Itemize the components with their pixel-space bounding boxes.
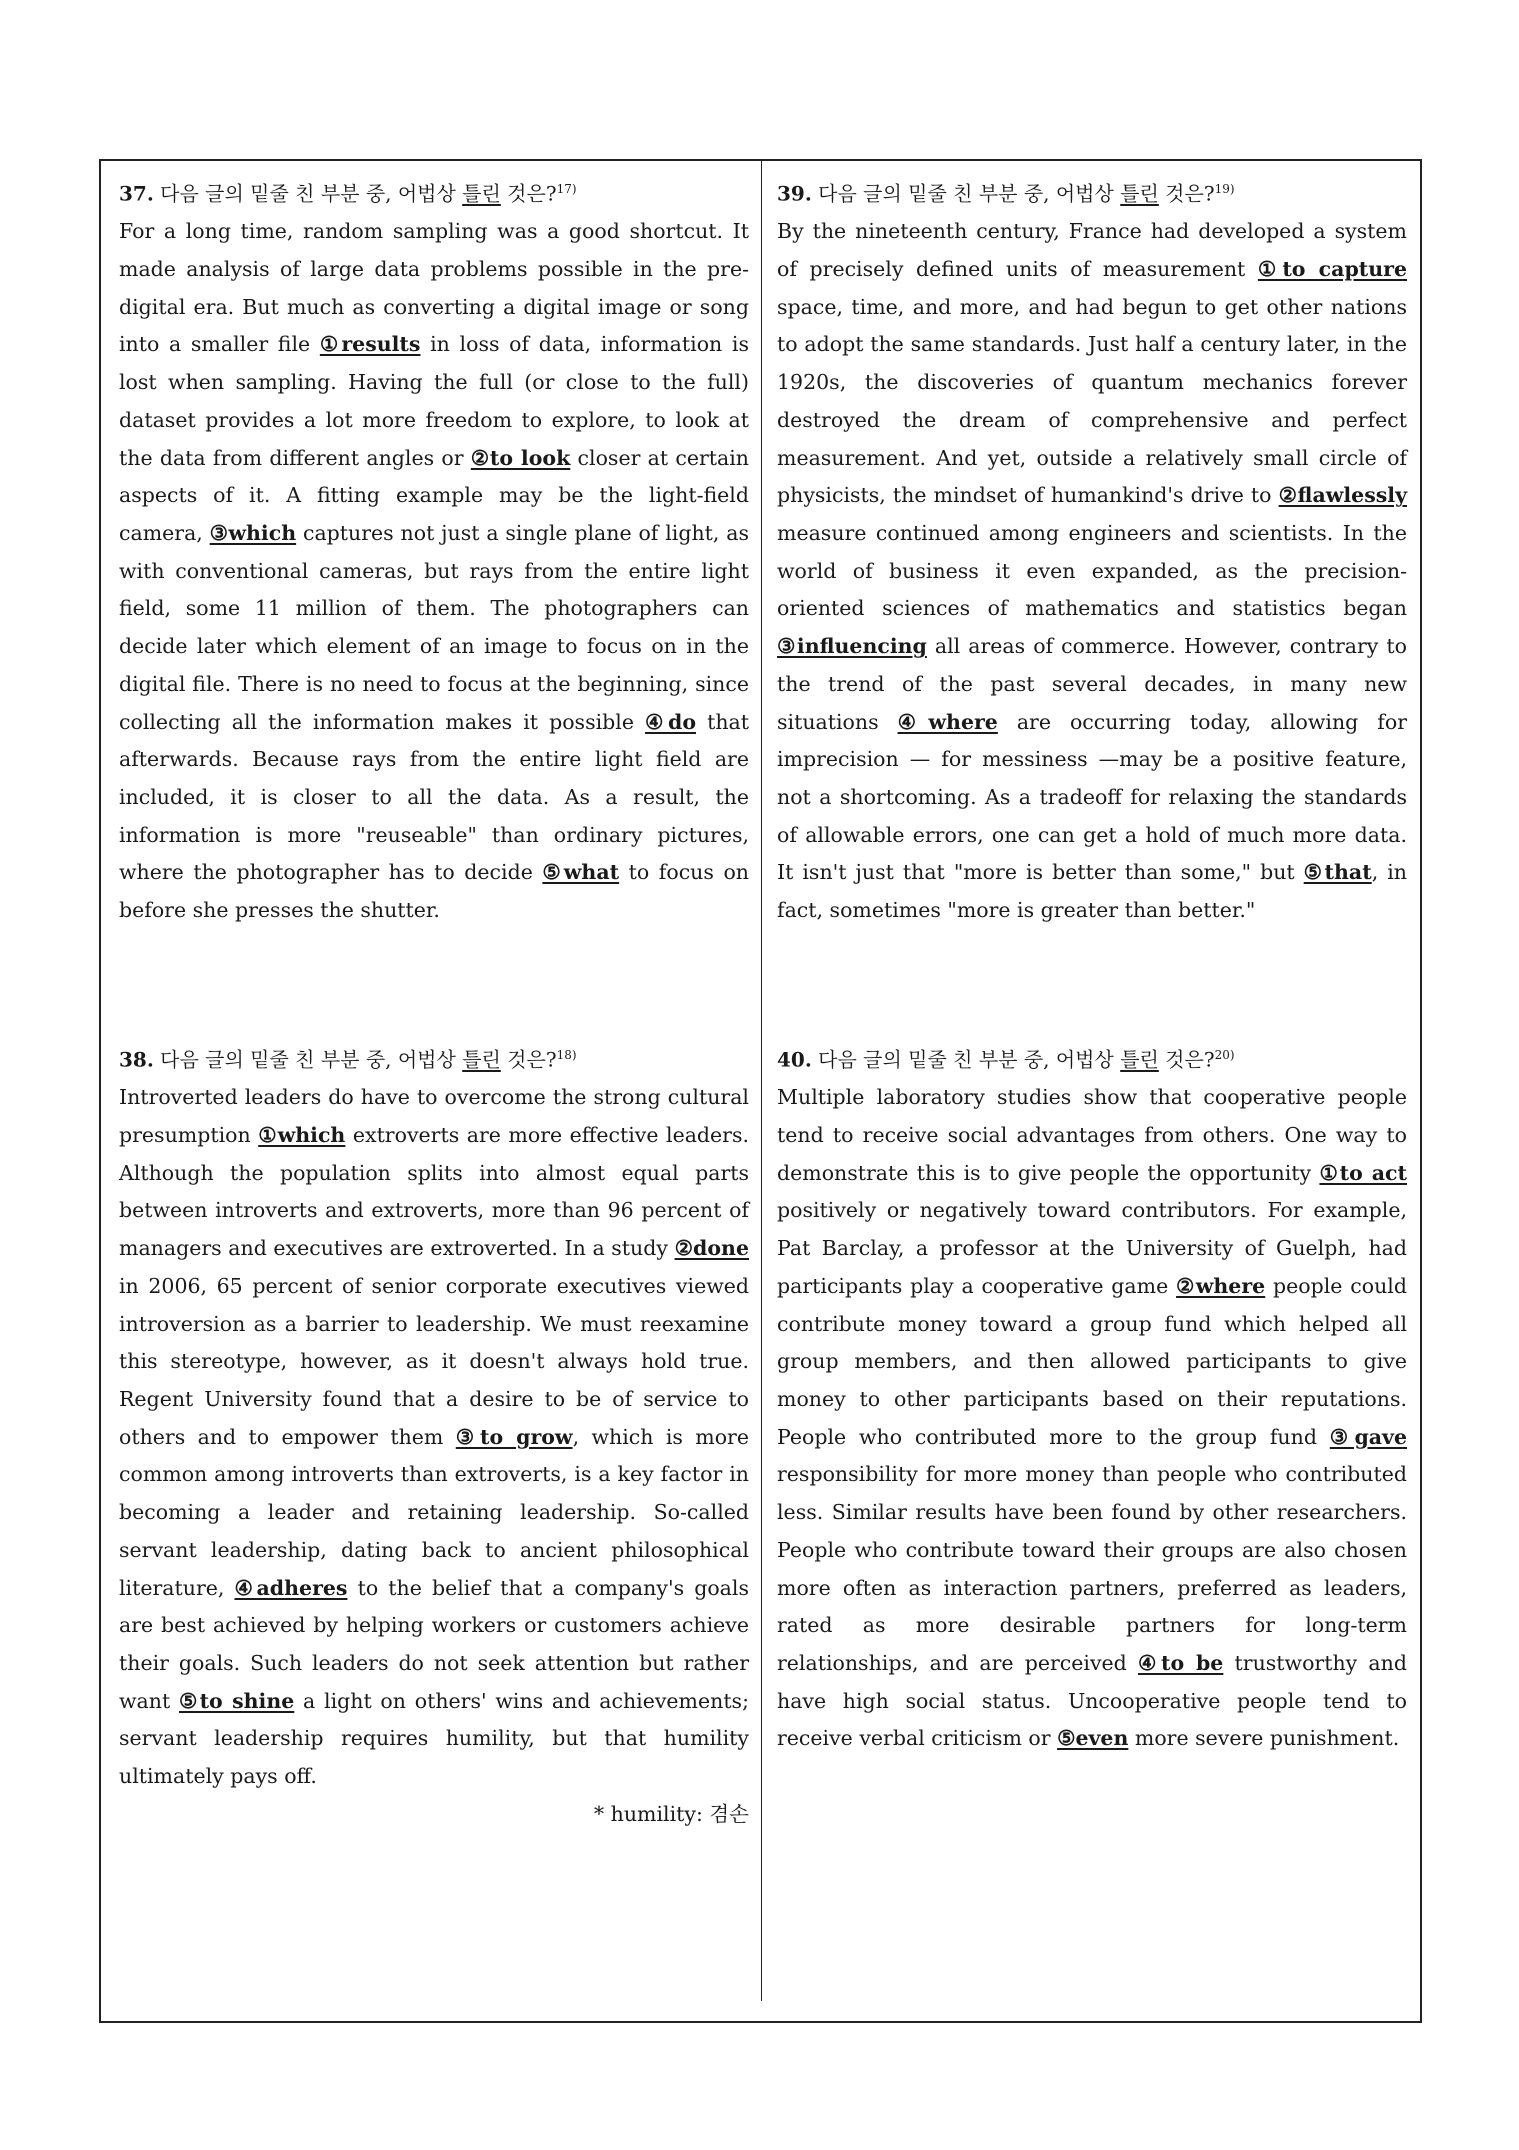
question-prompt-emphasis: 틀린 <box>462 1047 501 1072</box>
underlined-choice: ④where <box>897 709 998 734</box>
passage-segment: positively or negatively toward contributors. For example, Pat Barclay, a professor at the University of Guelph, had participants play a cooperative game <box>777 1198 1407 1298</box>
underlined-choice: ⑤that <box>1303 860 1372 885</box>
passage-text <box>777 1079 1407 1758</box>
question-prompt: 다음 글의 밑줄 친 부분 중, 어법상 <box>160 1047 463 1072</box>
passage-text <box>119 1079 749 1795</box>
underlined-choice: ③to grow <box>455 1424 573 1449</box>
passage-segment: measure continued among engineers and scientists. In the world of business it even expanded, as the precision-oriented sciences of mathematics and statistics began <box>777 520 1407 621</box>
passage-segment: to the belief that a company's goals are best achieved by helping workers or customers achieve their goals. Such leaders do not seek attention but rather want <box>119 1575 749 1713</box>
underlined-choice: ①which <box>258 1123 346 1148</box>
underlined-choice: ②flawlessly <box>1278 483 1407 508</box>
question-prompt: 다음 글의 밑줄 친 부분 중, 어법상 <box>160 181 463 206</box>
passage-segment: trustworthy and have high social status. Uncooperative people tend to receive verbal criticism or <box>777 1650 1407 1751</box>
passage-segment: For a long time, random sampling was a good shortcut. It made analysis of large data problems possible in the pre-digital era. But much as converting a digital image or song into a smaller file <box>119 219 749 357</box>
underlined-choice: ②where <box>1176 1273 1266 1298</box>
passage-segment: , in fact, sometimes "more is greater than better." <box>777 860 1407 923</box>
vocab-footnote: * humility: 겸손 <box>593 1801 749 1826</box>
passage-segment: more severe punishment. <box>1128 1726 1400 1751</box>
passage-text <box>777 213 1407 929</box>
passage-segment: captures not just a single plane of light, as with conventional cameras, but rays from the entire light field, some 11 million of them. The photographers can decide later which element of an image to focus on in the digital file. There is no need to focus at the beginning, since collecting all the information makes it possible <box>119 520 750 734</box>
footnote-marker: 18) <box>556 1048 577 1062</box>
exam-frame <box>99 159 1422 2023</box>
question-number: 38. <box>119 1047 154 1072</box>
passage-segment: people could contribute money toward a group fund which helped all group members, and then allowed participants to give money to other participants based on their reputations. People who contributed more to the group fund <box>777 1273 1407 1449</box>
passage-segment: a light on others' wins and achievements; servant leadership requires humility, but that humility ultimately pays off. <box>119 1688 749 1789</box>
underlined-choice: ①results <box>319 332 421 357</box>
question-prompt-end: 것은? <box>500 1047 557 1072</box>
question-37 <box>119 171 749 930</box>
question-prompt: 다음 글의 밑줄 친 부분 중, 어법상 <box>818 1047 1121 1072</box>
underlined-choice: ③influencing <box>777 634 927 659</box>
underlined-choice: ⑤what <box>542 860 620 885</box>
question-prompt-emphasis: 틀린 <box>1120 1047 1159 1072</box>
question-prompt: 다음 글의 밑줄 친 부분 중, 어법상 <box>818 181 1121 206</box>
passage-segment: , which is more common among introverts than extroverts, is a key factor in becoming a leader and retaining leadership. So-called servant leadership, dating back to ancient philosophical literature, <box>119 1424 749 1600</box>
underlined-choice: ④to be <box>1137 1650 1224 1675</box>
underlined-choice: ①to act <box>1319 1160 1407 1185</box>
passage-segment: that afterwards. Because rays from the entire light field are included, it is closer to all the data. As a result, the information is more "reuseable" than ordinary pictures, where the photographer has to decide <box>119 709 749 885</box>
passage-segment: are occurring today, allowing for imprecision — for messiness —may be a positive feature, not a shortcoming. As a tradeoff for relaxing the standards of allowable errors, one can get a hold of much more data. It isn't just that "more is better than some," but <box>777 709 1407 885</box>
underlined-choice: ④do <box>645 709 696 734</box>
footnote-marker: 17) <box>556 182 577 196</box>
question-title <box>119 171 749 213</box>
passage-segment: By the nineteenth century, France had developed a system of precisely defined units of measurement <box>777 219 1407 282</box>
question-number: 37. <box>119 181 154 206</box>
underlined-choice: ④adheres <box>234 1575 348 1600</box>
passage-segment: extroverts are more effective leaders. Although the population splits into almost equal parts between introverts and extroverts, more than 96 percent of managers and executives are extroverted. In a study <box>119 1123 750 1261</box>
passage-segment: all areas of commerce. However, contrary to the trend of the past several decades, in many new situations <box>777 634 1407 734</box>
passage-segment: Introverted leaders do have to overcome the strong cultural presumption <box>119 1085 749 1148</box>
question-title <box>777 1037 1407 1079</box>
underlined-choice: ③gave <box>1329 1424 1408 1449</box>
passage-segment: closer at certain aspects of it. A fitting example may be the light-field camera, <box>119 445 749 545</box>
passage-segment: to focus on before she presses the shutter. <box>119 860 749 923</box>
passage-text <box>119 213 749 929</box>
underlined-choice: ②done <box>674 1236 749 1261</box>
question-number: 40. <box>777 1047 812 1072</box>
question-title <box>777 171 1407 213</box>
question-prompt-end: 것은? <box>1158 181 1215 206</box>
question-38 <box>119 1037 749 1833</box>
underlined-choice: ③which <box>209 520 297 545</box>
footnote-marker: 20) <box>1214 1048 1235 1062</box>
footnote-marker: 19) <box>1214 182 1235 196</box>
question-title <box>119 1037 749 1079</box>
passage-segment: Multiple laboratory studies show that cooperative people tend to receive social advantages from others. One way to demonstrate this is to give people the opportunity <box>777 1085 1407 1185</box>
underlined-choice: ⑤to shine <box>178 1688 295 1713</box>
column-divider <box>761 161 762 2001</box>
question-prompt-end: 것은? <box>1158 1047 1215 1072</box>
passage-segment: space, time, and more, and had begun to get other nations to adopt the same standards. Just half a century later, in the 1920s, the discoveries of quantum mechanics forever destroyed the dream of comprehensive and perfect measurement. And yet, outside a relatively small circle of physicists, the mindset of humankind's drive to <box>777 294 1407 508</box>
underlined-choice: ②to look <box>470 445 571 470</box>
question-prompt-emphasis: 틀린 <box>1120 181 1159 206</box>
passage-segment: in loss of data, information is lost when sampling. Having the full (or close to the full) dataset provides a lot more freedom to explore, to look at the data from different angles or <box>119 332 749 470</box>
underlined-choice: ①to capture <box>1257 257 1408 282</box>
question-40 <box>777 1037 1407 1758</box>
question-number: 39. <box>777 181 812 206</box>
question-prompt-end: 것은? <box>500 181 557 206</box>
passage-segment: responsibility for more money than people who contributed less. Similar results have been found by other researchers. People who contribute toward their groups are also chosen more often as interaction partners, preferred as leaders, rated as more desirable partners for long-term relationships, and are perceived <box>777 1462 1407 1675</box>
question-39 <box>777 171 1407 930</box>
underlined-choice: ⑤even <box>1057 1726 1129 1751</box>
passage-segment: in 2006, 65 percent of senior corporate executives viewed introversion as a barrier to leadership. We must reexamine this stereotype, however, as it doesn't always hold true. Regent University found that a desire to be of service to others and to empower them <box>119 1273 749 1449</box>
question-prompt-emphasis: 틀린 <box>462 181 501 206</box>
